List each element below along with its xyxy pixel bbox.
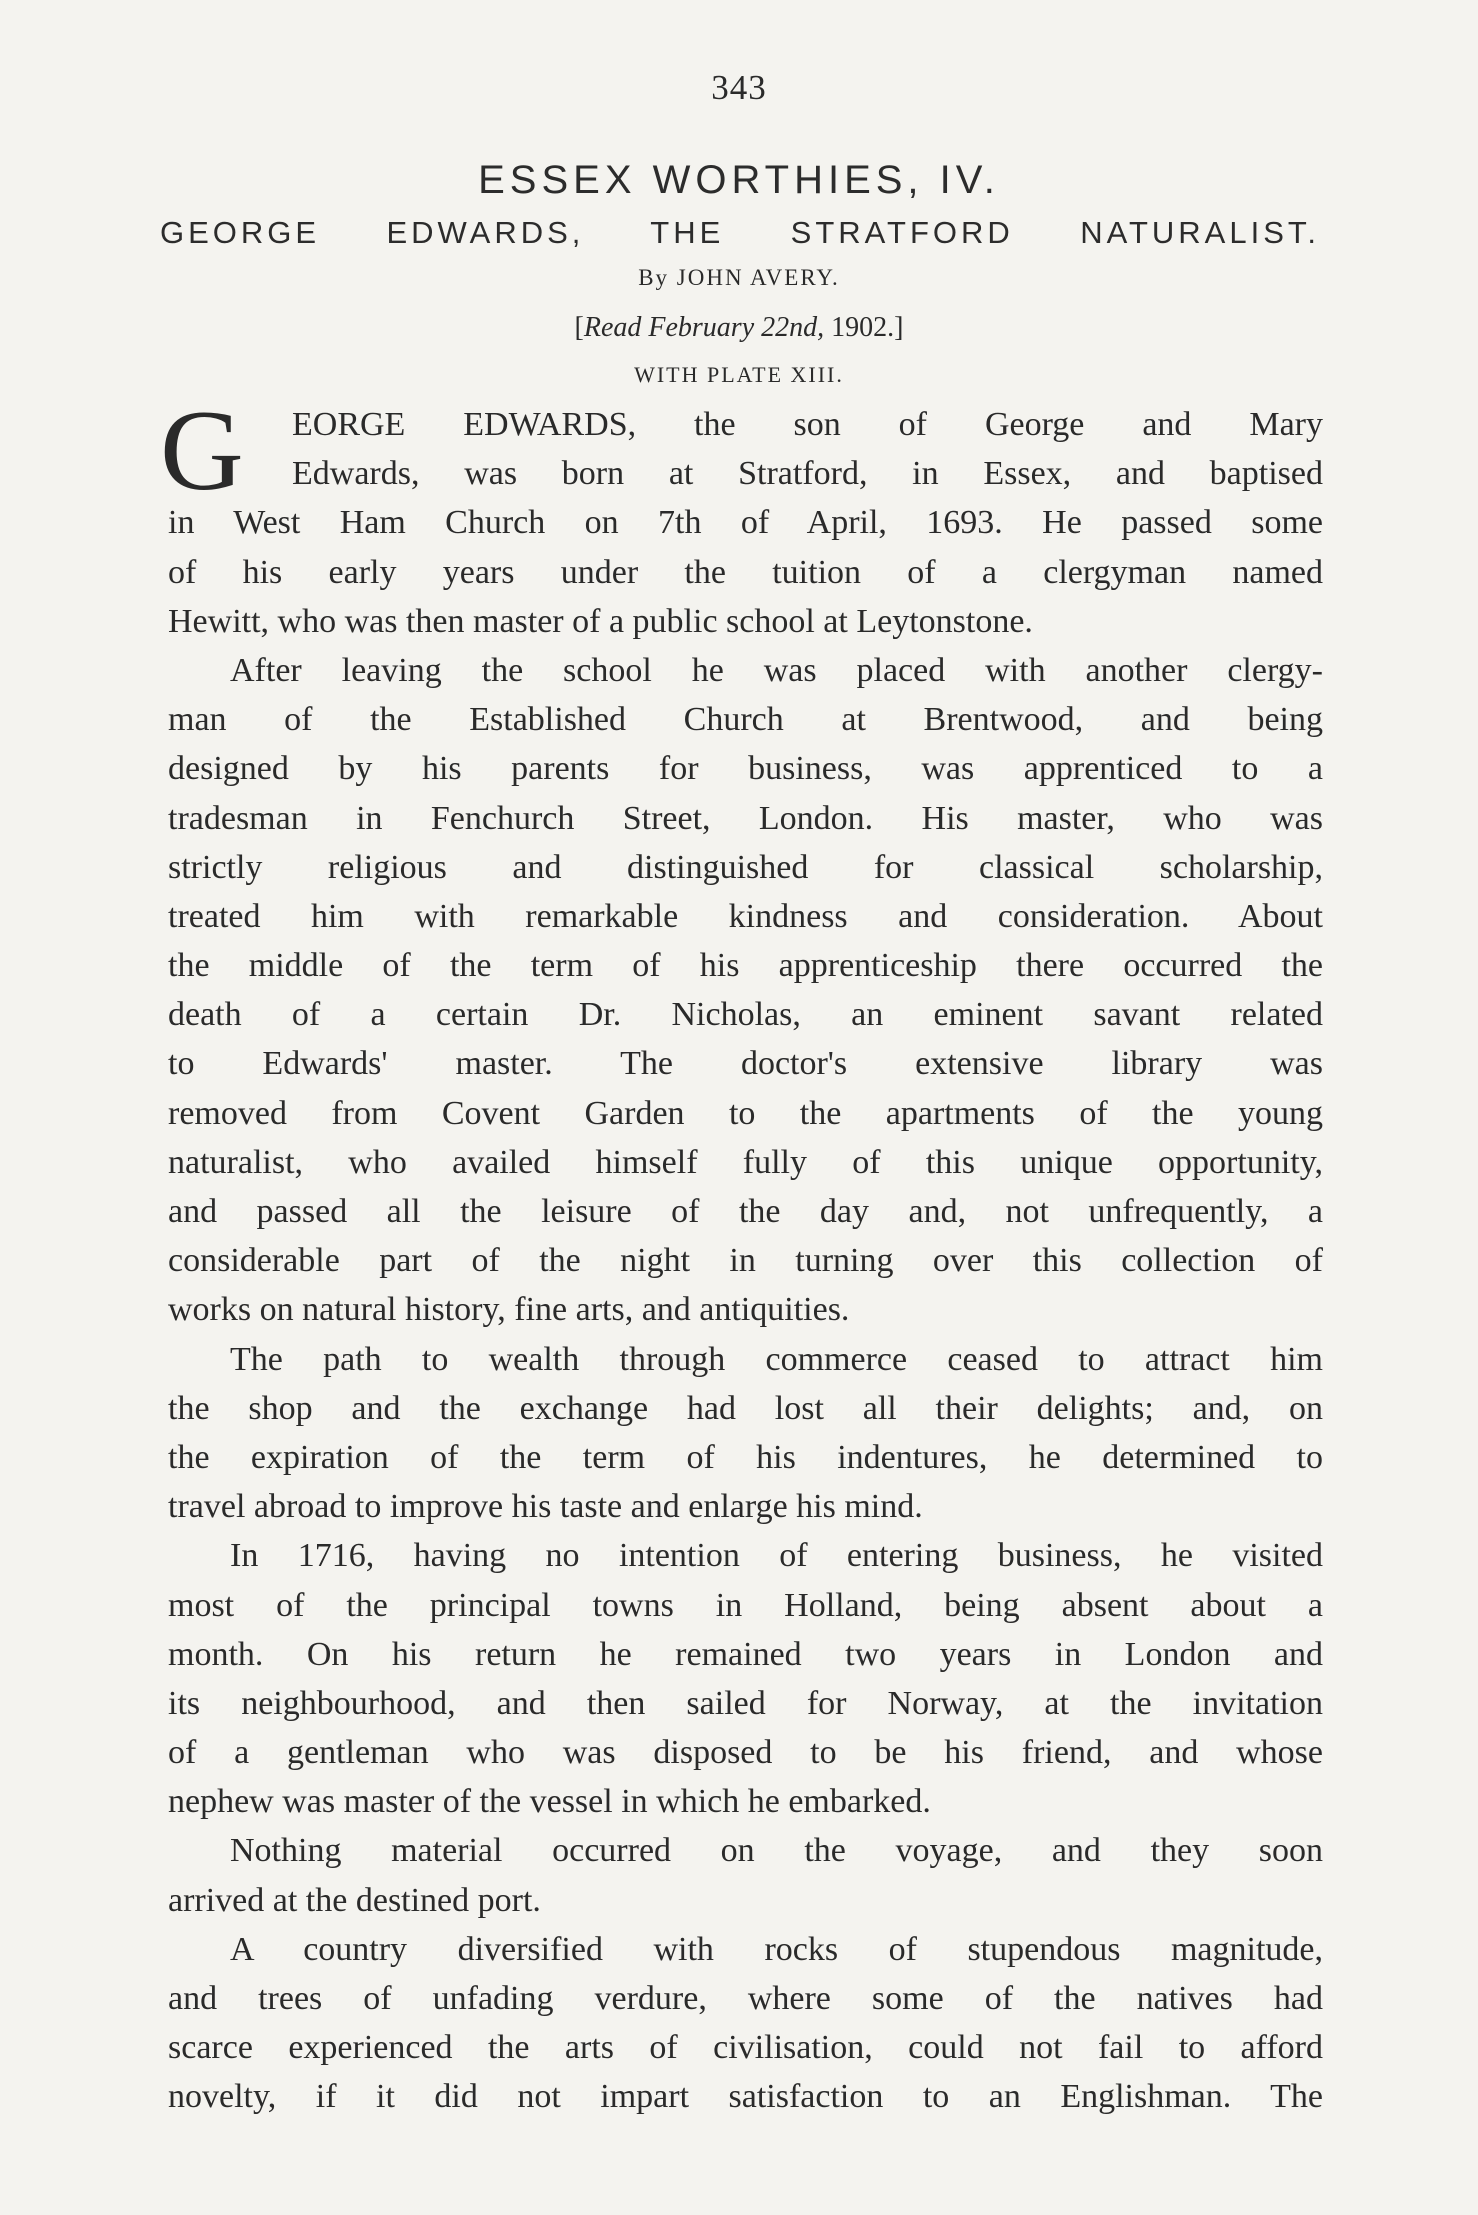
text-line: the middle of the term of his apprenticeship there occurred the bbox=[168, 947, 1323, 985]
text-line: nephew was master of the vessel in which he embarked. bbox=[168, 1783, 931, 1821]
text-line: strictly religious and distinguished for classical scholarship, bbox=[168, 848, 1323, 886]
text-line: Nothing material occurred on the voyage, and they soon bbox=[230, 1832, 1323, 1870]
read-date-year: 1902.] bbox=[824, 312, 904, 343]
text-line: In 1716, having no intention of entering business, he visited bbox=[230, 1537, 1323, 1575]
text-line: the expiration of the term of his indentures, he determined to bbox=[168, 1438, 1323, 1476]
plate-reference: WITH PLATE XIII. bbox=[634, 362, 844, 387]
text-line: works on natural history, fine arts, and antiquities. bbox=[168, 1291, 850, 1329]
text-line: and passed all the leisure of the day and, not unfrequently, a bbox=[168, 1193, 1323, 1230]
text-line: removed from Covent Garden to the apartments of the young bbox=[168, 1094, 1323, 1132]
text-line: month. On his return he remained two years in London and bbox=[168, 1635, 1323, 1673]
article-title: ESSEX WORTHIES, IV. bbox=[478, 158, 1000, 202]
text-line: arrived at the destined port. bbox=[168, 1881, 541, 1919]
text-line: most of the principal towns in Holland, being absent about a bbox=[168, 1586, 1323, 1624]
read-date-italic: Read February 22nd, bbox=[583, 312, 825, 343]
read-date-bracket: [ bbox=[574, 312, 584, 343]
text-line: The path to wealth through commerce ceased to attract him bbox=[230, 1340, 1323, 1378]
text-line: death of a certain Dr. Nicholas, an eminent savant related bbox=[168, 996, 1323, 1034]
text-line: naturalist, who availed himself fully of this unique opportunity, bbox=[168, 1143, 1323, 1181]
author-byline: By JOHN AVERY. bbox=[638, 265, 840, 290]
drop-cap: G bbox=[160, 387, 244, 515]
read-date bbox=[0, 312, 1478, 344]
text-line: to Edwards' master. The doctor's extensive library was bbox=[168, 1045, 1323, 1083]
text-line: treated him with remarkable kindness and consideration. About bbox=[168, 897, 1323, 935]
text-line: considerable part of the night in turning over this collection of bbox=[168, 1242, 1323, 1280]
text-line: designed by his parents for business, was apprenticed to a bbox=[168, 750, 1323, 788]
text-line: the shop and the exchange had lost all their delights; and, on bbox=[168, 1389, 1323, 1427]
text-line: of a gentleman who was disposed to be his friend, and whose bbox=[168, 1734, 1323, 1772]
text-line: travel abroad to improve his taste and enlarge his mind. bbox=[168, 1488, 923, 1526]
text-line: man of the Established Church at Brentwood, and being bbox=[168, 701, 1323, 739]
article-body bbox=[168, 400, 1323, 2122]
text-line: EORGE EDWARDS, the son of George and Mary bbox=[292, 406, 1323, 443]
text-line: After leaving the school he was placed with another clergy- bbox=[230, 651, 1323, 689]
text-line: tradesman in Fenchurch Street, London. His master, who was bbox=[168, 799, 1323, 837]
text-line: its neighbourhood, and then sailed for Norway, at the invitation bbox=[168, 1684, 1323, 1722]
text-line: of his early years under the tuition of a clergyman named bbox=[168, 553, 1323, 591]
article-subtitle: GEORGE EDWARDS, THE STRATFORD NATURALIST. bbox=[160, 215, 1320, 250]
text-line: Hewitt, who was then master of a public school at Leytonstone. bbox=[168, 602, 1033, 640]
page-number: 343 bbox=[711, 68, 767, 107]
text-line: and trees of unfading verdure, where some of the natives had bbox=[168, 1980, 1323, 2017]
text-line: in West Ham Church on 7th of April, 1693. He passed some bbox=[168, 504, 1323, 542]
text-line: A country diversified with rocks of stupendous magnitude, bbox=[230, 1930, 1323, 1968]
text-line: novelty, if it did not impart satisfaction to an Englishman. The bbox=[168, 2078, 1323, 2116]
text-line: scarce experienced the arts of civilisation, could not fail to afford bbox=[168, 2029, 1323, 2067]
text-line: Edwards, was born at Stratford, in Essex, and baptised bbox=[292, 455, 1323, 493]
